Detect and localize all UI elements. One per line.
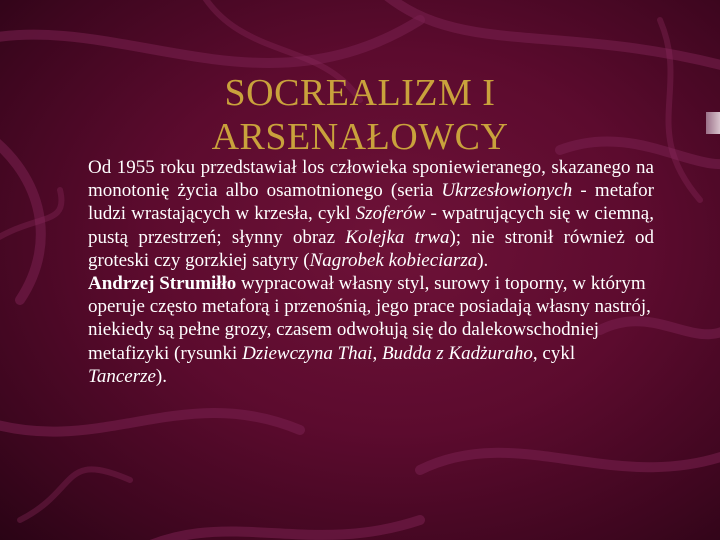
text-run: - wpatrujących się w ciemną, pustą przestrzeń; słynny obraz [88, 203, 654, 248]
text-run: wypracował własny styl, surowy i toporny, w którym operuje często metaforą i przenośnią, jego prace posiadają własny nastrój, niekiedy są pełne grozy, czasem odwołują się do dalekowschodniej metafizyki (rysunki [88, 273, 651, 364]
title-line-1: SOCREALIZM I [224, 72, 496, 115]
artwork-title: Budda z Kadżuraho [381, 342, 533, 364]
artwork-title: Kolejka trwa [345, 226, 450, 248]
text-run: , cykl [532, 342, 576, 364]
swirl-line [420, 450, 720, 470]
slide-accent-marker [706, 112, 720, 134]
text-run: ). [477, 249, 489, 271]
swirl-line [0, 130, 41, 300]
swirl-line [0, 20, 420, 63]
text-run: Od 1955 roku przedstawiał los człowieka sponiewieranego, skazanego na monotonię życia albo osamotnionego (seria [88, 157, 654, 202]
swirl-line [20, 469, 130, 520]
artist-name: Andrzej Strumiłło [88, 273, 237, 295]
text-run: ). [155, 365, 167, 387]
paragraph-strumillo [88, 272, 654, 388]
text-run: - metafor ludzi wrastających w krzesła, cykl [88, 180, 654, 225]
text-run: ); nie stronił również od groteski czy gorzkiej satyry ( [88, 226, 654, 271]
artwork-title: Ukrzesłowionych [441, 180, 573, 202]
paragraph-socrealism [88, 156, 654, 272]
text-run: , [372, 342, 382, 364]
slide-title [170, 71, 550, 159]
slide-body [88, 156, 654, 388]
artwork-title: Nagrobek kobieciarza [309, 249, 478, 271]
artwork-title: Szoferów [355, 203, 426, 225]
swirl-line [120, 520, 420, 540]
swirl-line [660, 20, 700, 200]
artwork-title: Dziewczyna Thai [242, 342, 373, 364]
artwork-title: Tancerze [88, 365, 156, 387]
swirl-line [0, 413, 300, 432]
title-line-2: ARSENAŁOWCY [211, 116, 509, 159]
